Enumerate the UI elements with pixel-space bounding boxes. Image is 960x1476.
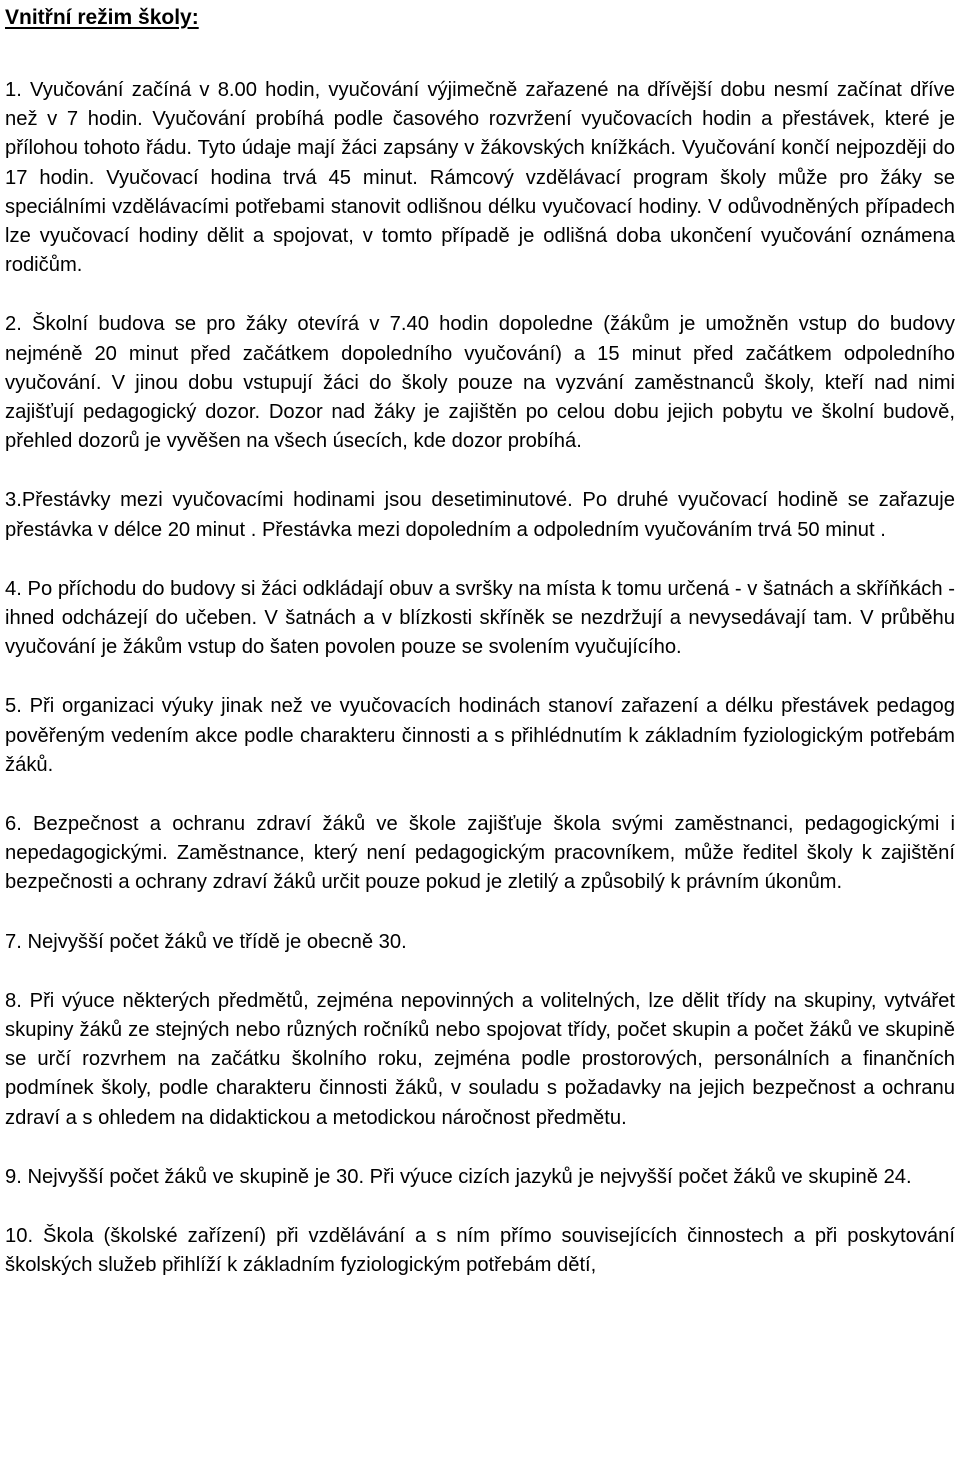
paragraph-4: 4. Po příchodu do budovy si žáci odkládají obuv a svršky na místa k tomu určená - v šatnách a skříňkách - ihned odcházejí do učeben. V šatnách a v blízkosti skříněk se nezdržují a nevysedávají tam. V průběhu vyučování je žákům vstup do šaten povolen pouze se svolením vyučujícího.	[5, 577, 955, 659]
document-title: Vnitřní režim školy:	[5, 6, 199, 29]
paragraph-7: 7. Nejvyšší počet žáků ve třídě je obecně 30.	[5, 930, 407, 953]
paragraph-5: 5. Při organizaci výuky jinak než ve vyučovacích hodinách stanoví zařazení a délku přestávek pedagog pověřeným vedením akce podle charakteru činnosti a s přihlédnutím k základním fyziologickým potřebám žáků.	[5, 695, 955, 776]
paragraph-1: 1. Vyučování začíná v 8.00 hodin, vyučování výjimečně zařazené na dřívější dobu nesmí začínat dříve než v 7 hodin. Vyučování probíhá podle časového rozvržení vyučovacích hodin a přestávek, které je přílohou tohoto řádu. Tyto údaje mají žáci zapsány v žákovských knížkách. Vyučování končí nejpozději do 17 hodin. Vyučovací hodina trvá 45 minut. Rámcový vzdělávací program školy může pro žáky se speciálními vzdělávacími potřebami stanovit odlišnou délku vyučovací hodiny. V odůvodněných případech lze vyučovací hodiny dělit a spojovat, v tomto případě je odlišná doba ukončení vyučování oznámena rodičům.	[5, 79, 955, 277]
paragraph-6: 6. Bezpečnost a ochranu zdraví žáků ve škole zajišťuje škola svými zaměstnanci, pedagogickými i nepedagogickými. Zaměstnance, který není pedagogickým pracovníkem, může ředitel školy k zajištění bezpečnosti a ochrany zdraví žáků určit pouze pokud je zletilý a způsobilý k právním úkonům.	[5, 813, 955, 894]
paragraph-3: 3.Přestávky mezi vyučovacími hodinami jsou desetiminutové. Po druhé vyučovací hodině se zařazuje přestávka v délce 20 minut . Přestávka mezi dopoledním a odpoledním vyučováním trvá 50 minut .	[5, 489, 955, 541]
document-page	[5, 0, 955, 1281]
paragraph-9: 9. Nejvyšší počet žáků ve skupině je 30. Při výuce cizích jazyků je nejvyšší počet žáků ve skupině 24.	[5, 1165, 912, 1188]
paragraph-2: 2. Školní budova se pro žáky otevírá v 7.40 hodin dopoledne (žákům je umožněn vstup do budovy nejméně 20 minut před začátkem dopoledního vyučování) a 15 minut před začátkem odpoledního vyučování. V jinou dobu vstupují žáci do školy pouze na vyzvání zaměstnanců školy, kteří nad nimi zajišťují pedagogický dozor. Dozor nad žáky je zajištěn po celou dobu jejich pobytu ve školní budově, přehled dozorů je vyvěšen na všech úsecích, kde dozor probíhá.	[5, 313, 955, 453]
paragraph-8: 8. Při výuce některých předmětů, zejména nepovinných a volitelných, lze dělit třídy na skupiny, vytvářet skupiny žáků ze stejných nebo různých ročníků nebo spojovat třídy, počet skupin a počet žáků ve skupině se určí rozvrhem na začátku školního roku, zejména podle prostorových, personálních a finančních podmínek školy, podle charakteru činnosti žáků, v souladu s požadavky na jejich bezpečnost a ochranu zdraví a s ohledem na didaktickou a metodickou náročnost předmětu.	[5, 989, 955, 1129]
paragraph-10: 10. Škola (školské zařízení) při vzdělávání a s ním přímo souvisejících činnostech a při poskytování školských služeb přihlíží k základním fyziologickým potřebám dětí,	[5, 1225, 955, 1277]
